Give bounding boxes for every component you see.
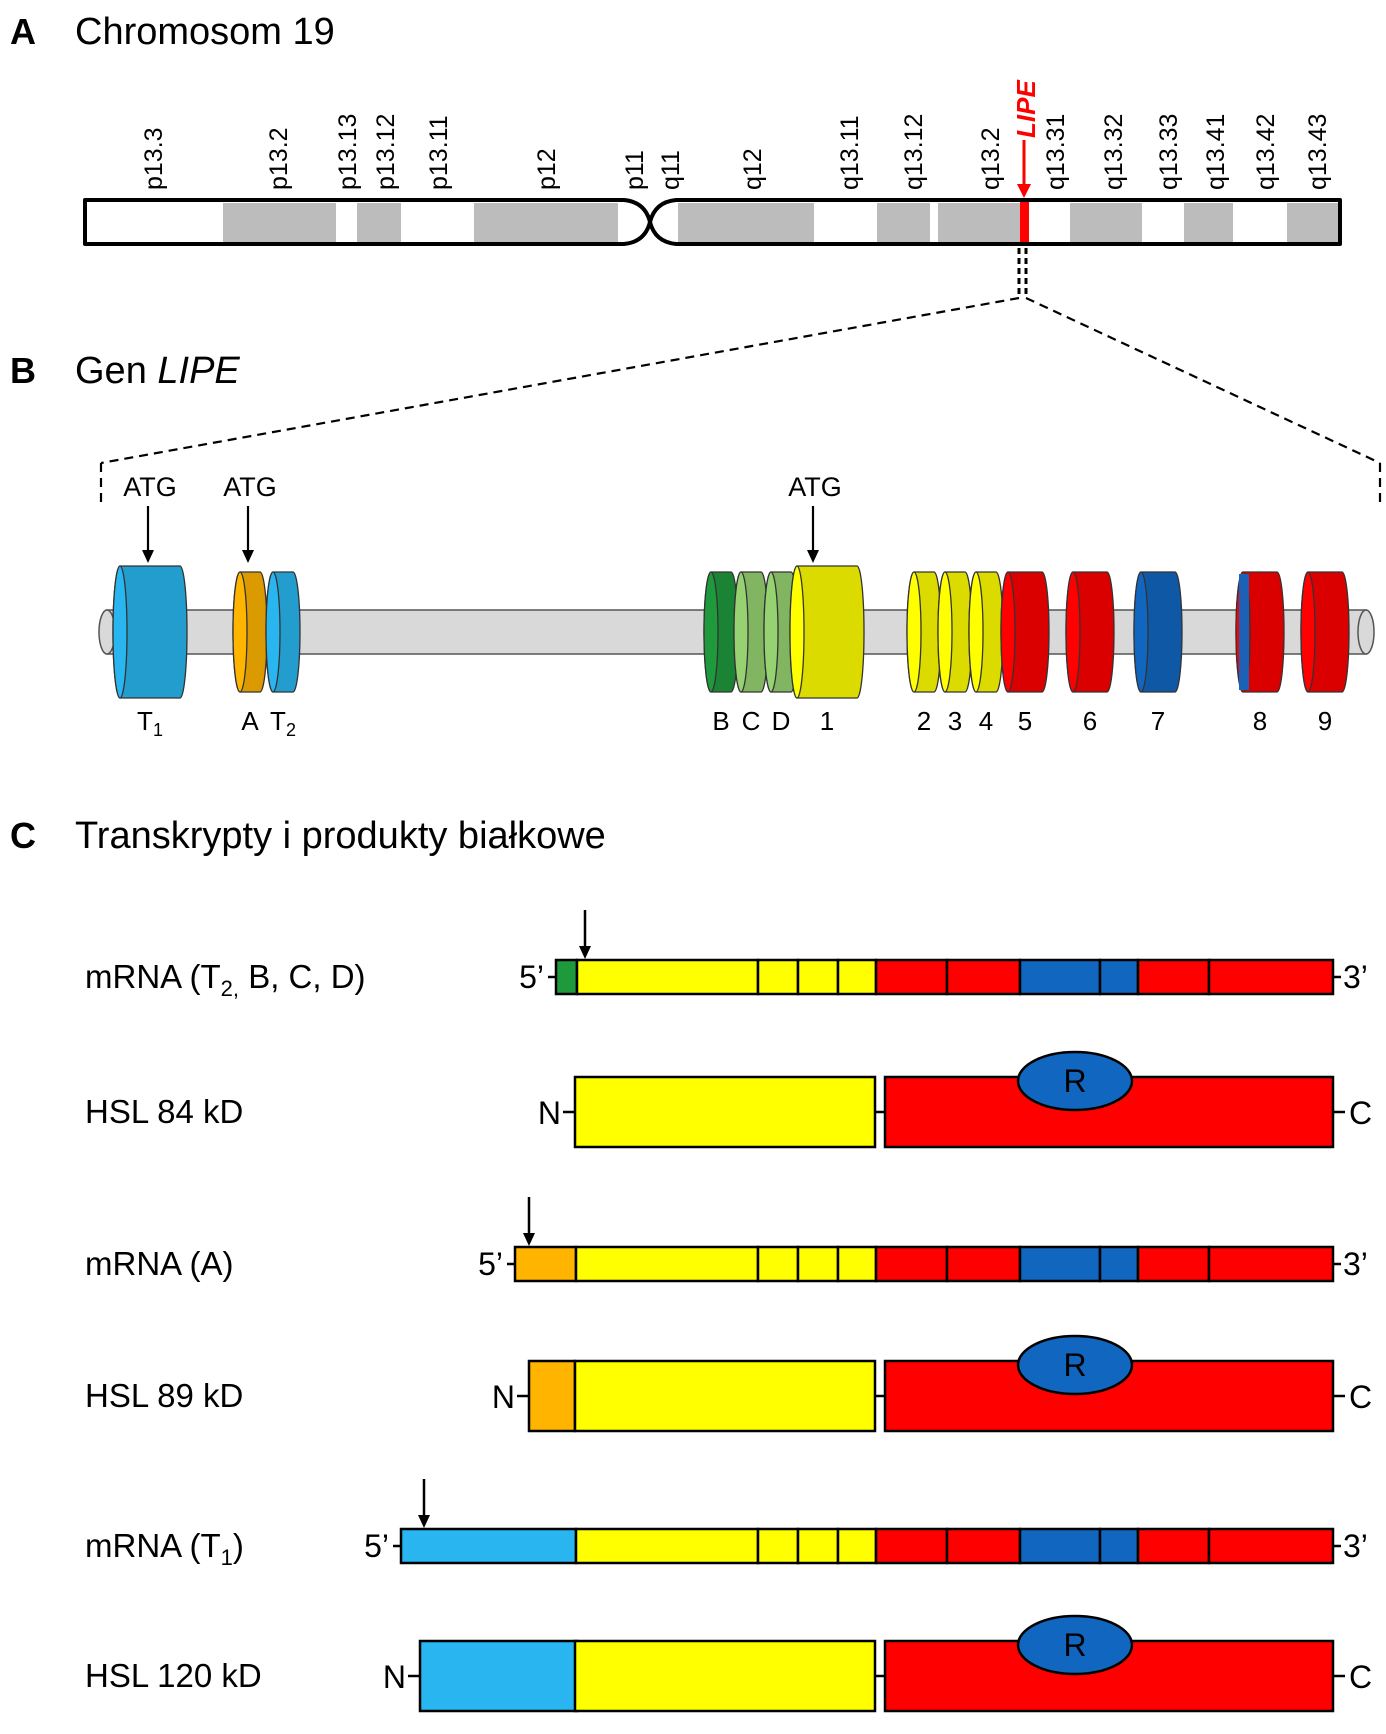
exon-label: 9 [1317,706,1333,736]
mrna-segment [947,960,1020,994]
c-terminus-label: C [1349,1659,1373,1695]
exon-label: 4 [978,706,994,736]
band-label: q12 [739,148,767,190]
band-label: p13.12 [372,113,400,190]
band-label: p13.3 [140,127,168,190]
mrna-yellow-segment [838,1247,876,1281]
row-label: mRNA $(T_1)$ [85,1527,244,1570]
mrna-row [85,910,1368,1001]
exon-T1 [113,566,187,698]
row-label: mRNA ($T_{2,}$ B, C, D) [85,958,366,1001]
band-q13.2-shade [938,203,1023,244]
exon-6 [1066,572,1114,692]
c-terminus-label: C [1349,1379,1373,1415]
atg-label-t1: ATG [123,472,177,502]
mrna-segment [1020,1247,1100,1281]
exon-label: 8 [1252,706,1268,736]
transcript-rows [85,910,1372,1711]
n-terminus-label: N [537,1095,561,1131]
start-codon-arrowhead [418,1515,430,1528]
exon-8 [1236,572,1284,692]
mrna-yellow-segment [758,960,798,994]
start-codon-arrowhead [579,946,591,959]
exon-label: 7 [1150,706,1166,736]
mrna-segment [1100,1529,1138,1563]
band-q13.43-shade [1287,203,1340,244]
exon-C [734,572,768,692]
three-prime-label: 3’ [1343,1246,1368,1282]
protein-n-terminal-domain [575,1641,875,1711]
five-prime-label: 5’ [519,959,544,995]
band-p13.12-shade [357,203,401,244]
lipe-locus-marker [1020,200,1029,246]
exon-labels [137,706,1332,740]
protein-n-terminal-extension [420,1641,577,1711]
exon-T2 [266,572,300,692]
band-label: p13.13 [334,113,362,190]
start-codon-arrowhead [523,1233,535,1246]
three-prime-label: 3’ [1343,1528,1368,1564]
regulatory-domain-label: R [1063,1347,1087,1383]
mrna-row [85,1479,1368,1570]
row-label: HSL 89 kD [85,1377,244,1414]
panel-c-letter: C [10,815,36,856]
band-label: q11 [657,150,685,190]
exon-label: 3 [947,706,963,736]
band-p12-shade [474,203,618,244]
band-label: p13.11 [425,115,453,190]
protein-n-terminal-domain [575,1361,875,1431]
exon-3 [938,572,972,692]
n-terminus-label: N [491,1379,515,1415]
exon-label: 1 [819,706,835,736]
exon-4 [969,572,1003,692]
exon-label: 5 [1017,706,1033,736]
band-label: p11 [621,150,649,190]
mrna-yellow-segment [838,1529,876,1563]
regulatory-domain-label: R [1063,1063,1087,1099]
mrna-segment [1138,1529,1209,1563]
exon-7 [1134,572,1182,692]
zoom-line-right [1026,298,1380,463]
row-label: HSL 84 kD [85,1093,244,1130]
atg-label-a: ATG [223,472,277,502]
protein-row [85,1616,1372,1711]
mrna-segment [876,960,947,994]
row-label: mRNA (A) [85,1245,234,1282]
exon-label: C [741,706,761,736]
three-prime-label: 3’ [1343,959,1368,995]
mrna-yellow-segment [758,1529,798,1563]
band-label: q13.11 [836,115,864,190]
row-label: HSL 120 kD [85,1657,262,1694]
band-label: q13.31 [1042,113,1070,190]
mrna-yellow-segment [798,1247,838,1281]
panel-b-letter: B [10,350,36,391]
mrna-yellow-segment [577,960,758,994]
band-q13.12-shade [877,203,930,244]
atg-arrowhead-a [242,550,254,563]
band-p13.2-shade [223,203,336,244]
mrna-row [85,1197,1368,1282]
lipe-marker-label: LIPE [1011,80,1041,138]
mrna-yellow-segment [838,960,876,994]
five-prime-label: 5’ [364,1528,389,1564]
panel-a-title: Chromosom 19 [75,11,335,53]
mrna-yellow-segment [758,1247,798,1281]
mrna-segment [1100,1247,1138,1281]
mrna-segment [876,1529,947,1563]
mrna-segment [1020,960,1100,994]
band-label: q13.41 [1202,113,1230,190]
band-label: q13.12 [900,113,928,190]
panel-a-letter: A [10,11,36,52]
five-prime-label: 5’ [478,1246,503,1282]
exon-9 [1301,572,1349,692]
exon-B [704,572,738,692]
regulatory-domain-label: R [1063,1627,1087,1663]
exon-5 [1001,572,1049,692]
band-label: q13.32 [1100,113,1128,190]
exon-label: D [771,706,791,736]
mrna-segment [947,1247,1020,1281]
exon-label: 2 [916,706,932,736]
panel-b-title-prefix: Gen [75,350,158,392]
atg-arrowhead-1 [807,550,819,563]
protein-n-terminal-extension [529,1361,575,1431]
panel-b-title [75,350,240,392]
mrna-segment [1209,1529,1333,1563]
gene-axis-end [1358,610,1374,654]
exon-label: B [712,706,730,736]
exon-label: $T_1$ [137,706,163,740]
band-label: q13.43 [1304,113,1332,190]
mrna-5prime-exon [515,1247,576,1281]
exon-label: $T_2$ [270,706,296,740]
atg-label-1: ATG [788,472,842,502]
exons [113,566,1349,698]
band-label: p13.2 [265,127,293,190]
band-label: q13.2 [977,127,1005,190]
mrna-segment [947,1529,1020,1563]
mrna-yellow-segment [576,1247,758,1281]
protein-row [85,1336,1372,1431]
chromosome-19 [85,200,1340,296]
mrna-segment [1020,1529,1100,1563]
mrna-segment [1209,960,1333,994]
c-terminus-label: C [1349,1095,1373,1131]
mrna-segment [876,1247,947,1281]
band-labels [140,114,1332,190]
protein-row [85,1052,1372,1147]
exon-2 [907,572,941,692]
mrna-5prime-exon [556,960,577,994]
exon-A [233,572,267,692]
atg-arrowhead-t1 [142,550,154,563]
panel-b-title-gene: LIPE [157,350,240,392]
protein-n-terminal-domain [575,1077,875,1147]
mrna-yellow-segment [576,1529,758,1563]
band-label: p12 [533,148,561,190]
panel-c-title: Transkrypty i produkty białkowe [75,815,606,857]
mrna-segment [1138,1247,1209,1281]
band-label: q13.42 [1252,113,1280,190]
mrna-segment [1209,1247,1333,1281]
band-label: q13.33 [1155,113,1183,190]
exon-label: A [241,706,259,736]
exon-label: 6 [1082,706,1098,736]
band-q13.32-shade [1070,203,1142,244]
atg-markers [123,472,842,563]
mrna-yellow-segment [798,1529,838,1563]
mrna-segment [1100,960,1138,994]
mrna-5prime-exon [401,1529,576,1563]
lipe-arrow-head [1017,184,1031,198]
n-terminus-label: N [382,1659,406,1695]
lipe-marker [1011,80,1041,198]
mrna-yellow-segment [798,960,838,994]
exon-1 [790,566,864,698]
band-q12-shade [678,203,814,244]
mrna-segment [1138,960,1209,994]
band-q13.41-shade [1184,203,1233,244]
